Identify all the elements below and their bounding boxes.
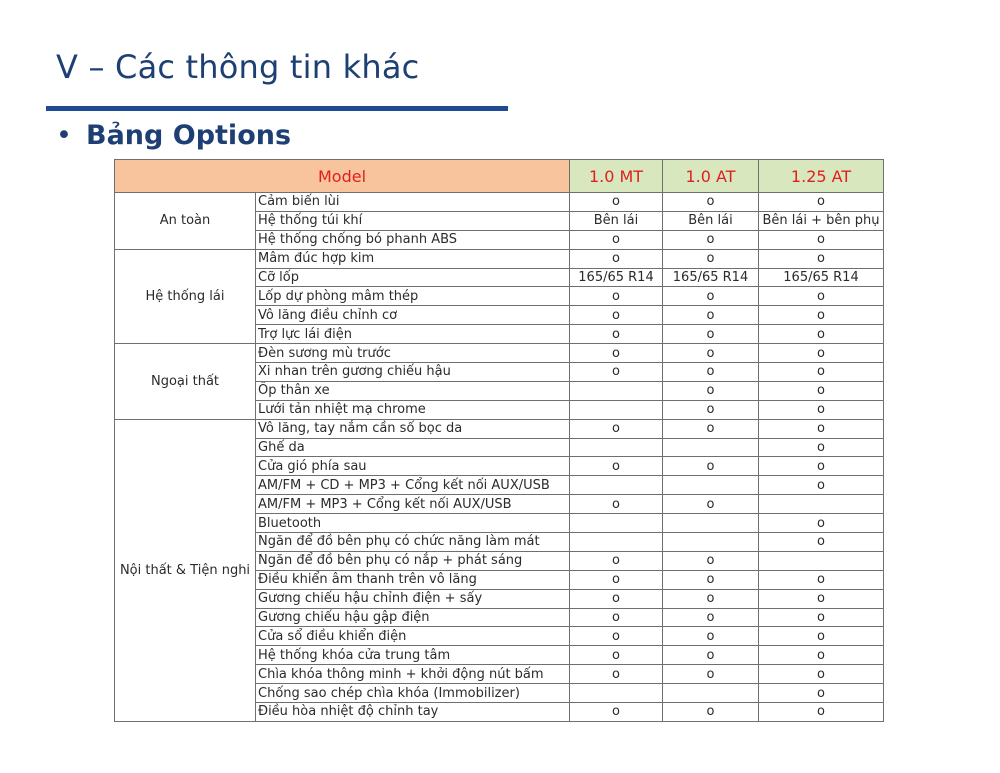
value-cell: o bbox=[759, 627, 884, 646]
table-row bbox=[115, 249, 884, 268]
value-cell bbox=[663, 476, 759, 495]
value-cell: o bbox=[759, 287, 884, 306]
value-cell: o bbox=[570, 495, 663, 514]
value-cell: o bbox=[570, 249, 663, 268]
value-cell: o bbox=[759, 325, 884, 344]
feature-cell: Ngăn để đồ bên phụ có chức năng làm mát bbox=[256, 533, 570, 552]
value-cell: o bbox=[663, 230, 759, 249]
feature-cell: Hệ thống chống bó phanh ABS bbox=[256, 230, 570, 249]
value-cell: o bbox=[759, 193, 884, 212]
value-cell: o bbox=[570, 570, 663, 589]
value-cell: Bên lái bbox=[663, 211, 759, 230]
value-cell: o bbox=[759, 344, 884, 363]
value-cell: o bbox=[570, 589, 663, 608]
value-cell bbox=[759, 495, 884, 514]
value-cell: o bbox=[570, 627, 663, 646]
group-label: Hệ thống lái bbox=[115, 249, 256, 343]
slide-title: V – Các thông tin khác bbox=[56, 48, 420, 86]
value-cell bbox=[570, 400, 663, 419]
value-cell: o bbox=[759, 438, 884, 457]
value-cell: o bbox=[570, 608, 663, 627]
value-cell: o bbox=[663, 551, 759, 570]
value-cell: o bbox=[759, 703, 884, 722]
value-cell: o bbox=[570, 665, 663, 684]
feature-cell: Chống sao chép chìa khóa (Immobilizer) bbox=[256, 684, 570, 703]
options-table bbox=[114, 159, 884, 722]
feature-cell: Cỡ lốp bbox=[256, 268, 570, 287]
value-cell: o bbox=[570, 363, 663, 382]
group-label: An toàn bbox=[115, 193, 256, 250]
value-cell: o bbox=[759, 381, 884, 400]
value-cell: o bbox=[570, 551, 663, 570]
value-cell: o bbox=[663, 287, 759, 306]
feature-cell: Vô lăng, tay nắm cần số bọc da bbox=[256, 419, 570, 438]
value-cell: o bbox=[570, 193, 663, 212]
feature-cell: Gương chiếu hậu chỉnh điện + sấy bbox=[256, 589, 570, 608]
feature-cell: Cửa gió phía sau bbox=[256, 457, 570, 476]
value-cell bbox=[570, 476, 663, 495]
options-table-body bbox=[115, 160, 884, 722]
value-cell bbox=[570, 514, 663, 533]
feature-cell: Mâm đúc hợp kim bbox=[256, 249, 570, 268]
feature-cell: AM/FM + CD + MP3 + Cổng kết nối AUX/USB bbox=[256, 476, 570, 495]
table-row bbox=[115, 344, 884, 363]
feature-cell: Cửa sổ điều khiển điện bbox=[256, 627, 570, 646]
header-variant-3: 1.25 AT bbox=[759, 160, 884, 193]
header-model: Model bbox=[115, 160, 570, 193]
table-row bbox=[115, 193, 884, 212]
table-header-row bbox=[115, 160, 884, 193]
feature-cell: Gương chiếu hậu gập điện bbox=[256, 608, 570, 627]
value-cell: o bbox=[759, 570, 884, 589]
feature-cell: Xi nhan trên gương chiếu hậu bbox=[256, 363, 570, 382]
value-cell: o bbox=[663, 570, 759, 589]
value-cell: o bbox=[570, 230, 663, 249]
value-cell: o bbox=[759, 608, 884, 627]
value-cell bbox=[570, 381, 663, 400]
value-cell: o bbox=[759, 306, 884, 325]
group-label: Nội thất & Tiện nghi bbox=[115, 419, 256, 721]
value-cell: o bbox=[570, 325, 663, 344]
value-cell: o bbox=[663, 457, 759, 476]
feature-cell: Chìa khóa thông minh + khởi động nút bấm bbox=[256, 665, 570, 684]
value-cell: 165/65 R14 bbox=[663, 268, 759, 287]
feature-cell: Hệ thống túi khí bbox=[256, 211, 570, 230]
value-cell: o bbox=[570, 306, 663, 325]
value-cell: o bbox=[570, 703, 663, 722]
value-cell: o bbox=[759, 419, 884, 438]
value-cell: o bbox=[663, 193, 759, 212]
value-cell: o bbox=[663, 589, 759, 608]
value-cell: o bbox=[570, 419, 663, 438]
title-underline bbox=[46, 106, 508, 111]
value-cell: Bên lái bbox=[570, 211, 663, 230]
value-cell: o bbox=[663, 495, 759, 514]
value-cell: o bbox=[663, 646, 759, 665]
value-cell: o bbox=[663, 306, 759, 325]
header-variant-2: 1.0 AT bbox=[663, 160, 759, 193]
value-cell: o bbox=[663, 608, 759, 627]
value-cell bbox=[663, 438, 759, 457]
value-cell: o bbox=[759, 249, 884, 268]
value-cell: o bbox=[663, 665, 759, 684]
feature-cell: Lưới tản nhiệt mạ chrome bbox=[256, 400, 570, 419]
value-cell: o bbox=[759, 646, 884, 665]
value-cell: o bbox=[759, 514, 884, 533]
value-cell bbox=[663, 684, 759, 703]
feature-cell: Bluetooth bbox=[256, 514, 570, 533]
value-cell: Bên lái + bên phụ bbox=[759, 211, 884, 230]
value-cell: o bbox=[759, 665, 884, 684]
feature-cell: Điều hòa nhiệt độ chỉnh tay bbox=[256, 703, 570, 722]
value-cell: o bbox=[663, 400, 759, 419]
feature-cell: Ốp thân xe bbox=[256, 381, 570, 400]
value-cell bbox=[663, 514, 759, 533]
subtitle-text: Bảng Options bbox=[86, 120, 292, 151]
feature-cell: Điều khiển âm thanh trên vô lăng bbox=[256, 570, 570, 589]
value-cell: o bbox=[759, 476, 884, 495]
value-cell: o bbox=[759, 230, 884, 249]
feature-cell: Ngăn để đồ bên phụ có nắp + phát sáng bbox=[256, 551, 570, 570]
value-cell bbox=[663, 533, 759, 552]
value-cell: o bbox=[759, 400, 884, 419]
value-cell: o bbox=[663, 381, 759, 400]
feature-cell: Trợ lực lái điện bbox=[256, 325, 570, 344]
feature-cell: Đèn sương mù trước bbox=[256, 344, 570, 363]
value-cell: o bbox=[663, 344, 759, 363]
feature-cell: Hệ thống khóa cửa trung tâm bbox=[256, 646, 570, 665]
value-cell: 165/65 R14 bbox=[570, 268, 663, 287]
value-cell: o bbox=[759, 684, 884, 703]
bullet-point: • bbox=[56, 120, 72, 151]
value-cell bbox=[570, 438, 663, 457]
value-cell: o bbox=[759, 363, 884, 382]
slide-subtitle bbox=[56, 120, 291, 151]
table-row bbox=[115, 419, 884, 438]
value-cell: o bbox=[759, 457, 884, 476]
header-variant-1: 1.0 MT bbox=[570, 160, 663, 193]
value-cell: o bbox=[570, 344, 663, 363]
value-cell: o bbox=[663, 249, 759, 268]
value-cell: o bbox=[663, 703, 759, 722]
value-cell bbox=[759, 551, 884, 570]
value-cell: o bbox=[663, 363, 759, 382]
value-cell: o bbox=[570, 457, 663, 476]
feature-cell: Vô lăng điều chỉnh cơ bbox=[256, 306, 570, 325]
value-cell bbox=[570, 684, 663, 703]
value-cell: o bbox=[759, 589, 884, 608]
feature-cell: Ghế da bbox=[256, 438, 570, 457]
feature-cell: Cảm biến lùi bbox=[256, 193, 570, 212]
value-cell bbox=[570, 533, 663, 552]
group-label: Ngoại thất bbox=[115, 344, 256, 420]
value-cell: o bbox=[663, 627, 759, 646]
feature-cell: Lốp dự phòng mâm thép bbox=[256, 287, 570, 306]
value-cell: o bbox=[663, 419, 759, 438]
value-cell: o bbox=[570, 287, 663, 306]
value-cell: o bbox=[570, 646, 663, 665]
value-cell: o bbox=[663, 325, 759, 344]
value-cell: 165/65 R14 bbox=[759, 268, 884, 287]
feature-cell: AM/FM + MP3 + Cổng kết nối AUX/USB bbox=[256, 495, 570, 514]
value-cell: o bbox=[759, 533, 884, 552]
